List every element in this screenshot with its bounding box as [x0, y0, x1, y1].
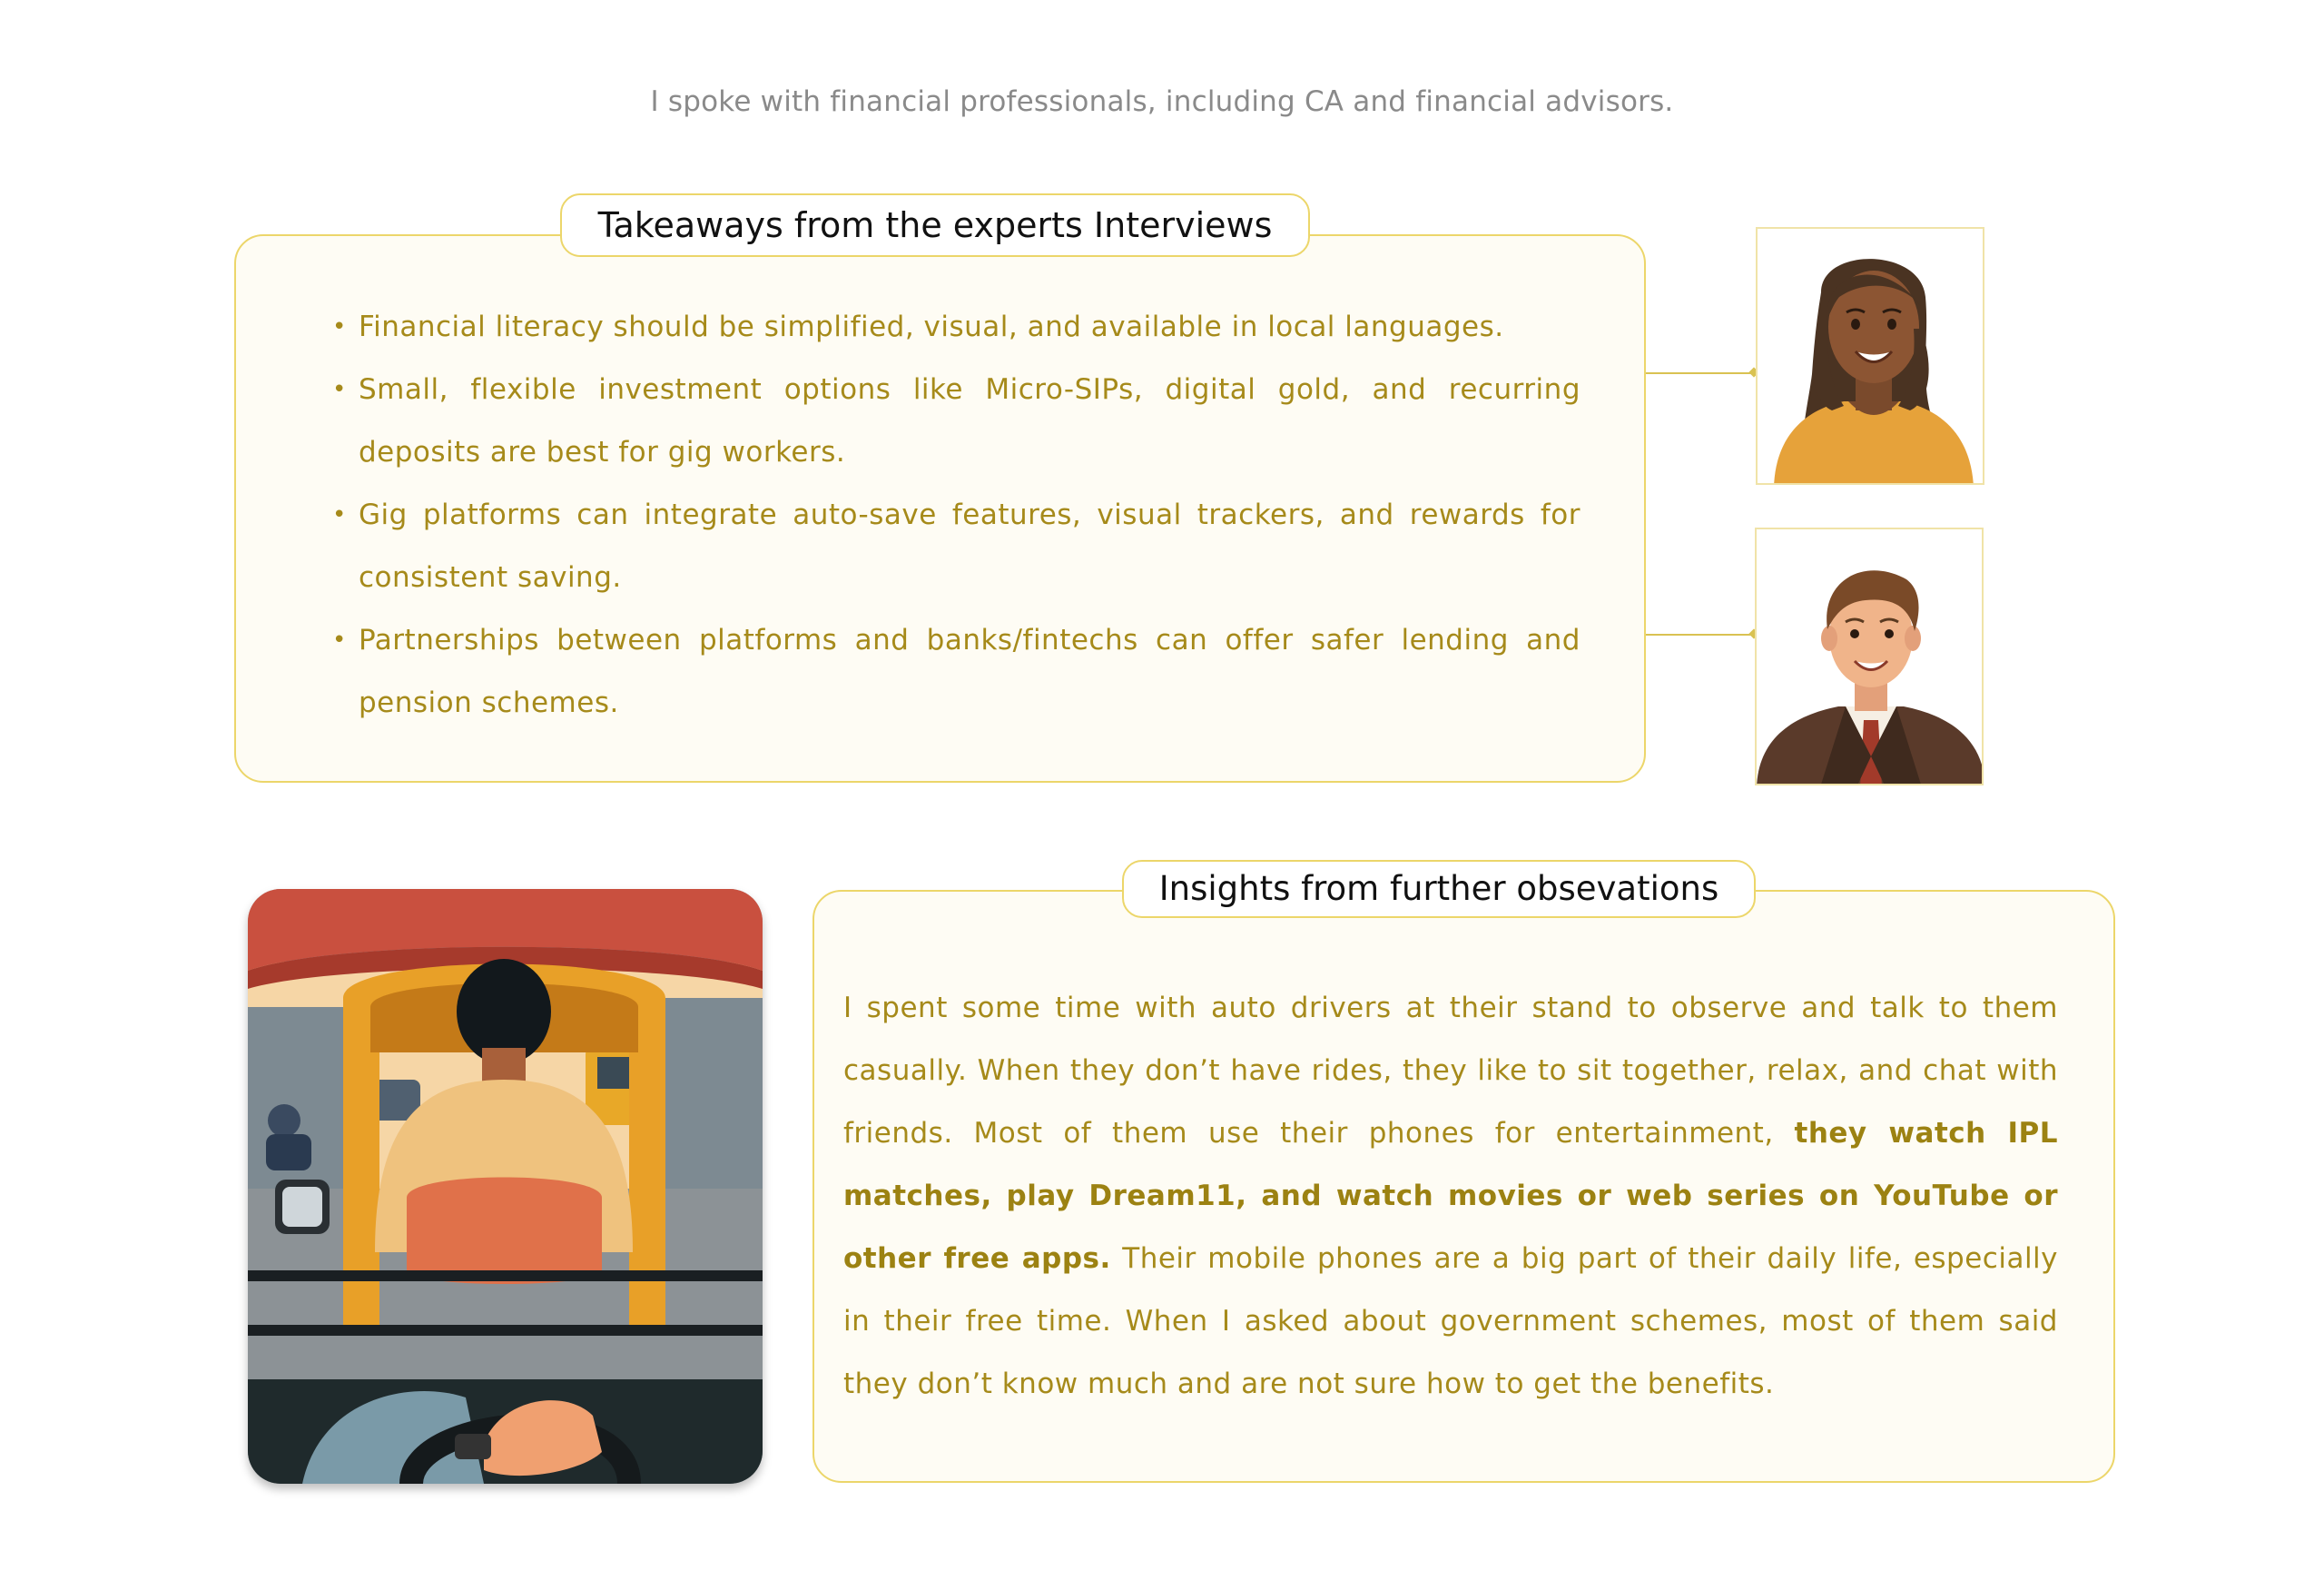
insights-text-rest: Their mobile phones are a big part of their daily life, especially in their free time. When I asked about government schemes, most of them said they don’t know much and are not sure how to get the benefits.	[843, 1242, 2059, 1400]
woman-avatar-icon	[1756, 227, 1984, 485]
takeaway-item: • Financial literacy should be simplified, visual, and available in local languages.	[334, 296, 1581, 359]
takeaways-list	[334, 296, 1581, 735]
takeaways-card	[234, 234, 1646, 783]
connector-line	[1646, 372, 1754, 374]
takeaway-item: • Small, flexible investment options like Micro-SIPs, digital gold, and recurring deposits are best for gig workers.	[334, 359, 1581, 484]
takeaways-title: Takeaways from the experts Interviews	[560, 193, 1310, 257]
man-avatar-icon	[1755, 528, 1984, 785]
auto-rickshaw-illustration	[248, 889, 763, 1484]
insights-card	[812, 890, 2115, 1483]
takeaway-item: • Gig platforms can integrate auto-save features, visual trackers, and rewards for consistent saving.	[334, 484, 1581, 609]
insights-paragraph	[843, 977, 2058, 1416]
insights-title: Insights from further obsevations	[1122, 860, 1756, 918]
intro-text: I spoke with financial professionals, including CA and financial advisors.	[650, 85, 1674, 118]
connector-line	[1646, 634, 1754, 636]
insights-text-intro: I spent some time with auto drivers at their stand to observe and talk to them casually. When they don’t have rides, they like to sit together, relax, and chat with friends. Most of them use their phones for entertainment,	[843, 992, 2058, 1150]
takeaway-item: • Partnerships between platforms and banks/fintechs can offer safer lending and pension schemes.	[334, 609, 1581, 735]
insights-text-highlight: they watch IPL matches, play Dream11, and watch movies or web series on YouTube or other free apps.	[843, 1117, 2058, 1275]
